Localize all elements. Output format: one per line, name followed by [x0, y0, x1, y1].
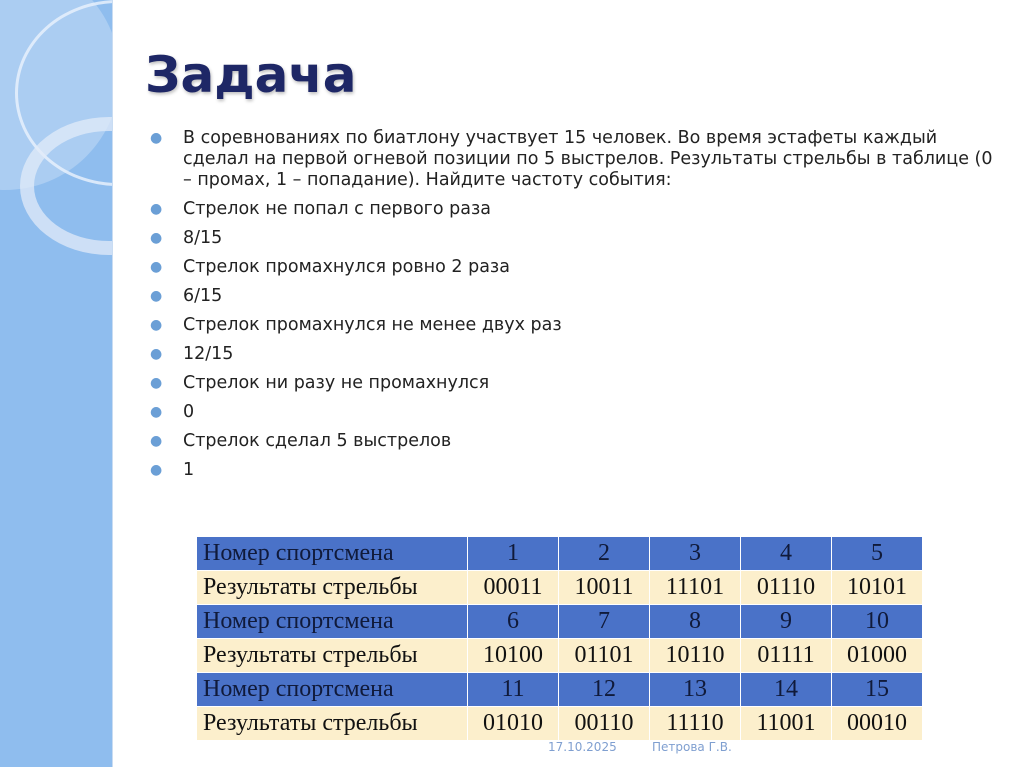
- row-header: Результаты стрельбы: [197, 639, 468, 673]
- bullet-icon: ●: [150, 288, 163, 304]
- footer-date: 17.10.2025: [548, 740, 617, 754]
- bullet-text: Стрелок промахнулся не менее двух раз: [183, 315, 562, 335]
- footer-author: Петрова Г.В.: [652, 740, 732, 754]
- bullet-icon: ●: [150, 201, 163, 217]
- table-cell: 10011: [559, 571, 650, 605]
- bullet-text: 8/15: [183, 228, 223, 248]
- bullet-item: [150, 460, 1000, 481]
- bullet-text: Стрелок ни разу не промахнулся: [183, 373, 490, 393]
- table-cell: 10101: [832, 571, 923, 605]
- table-cell: 12: [559, 673, 650, 707]
- table-cell: 00010: [832, 707, 923, 741]
- bullet-text: 1: [183, 460, 195, 480]
- table-row: [197, 673, 923, 707]
- table-cell: 01111: [741, 639, 832, 673]
- bullet-text: Стрелок промахнулся ровно 2 раза: [183, 257, 510, 277]
- results-table: [196, 536, 923, 741]
- bullet-text: Стрелок сделал 5 выстрелов: [183, 431, 452, 451]
- table-cell: 01110: [741, 571, 832, 605]
- row-header: Результаты стрельбы: [197, 707, 468, 741]
- bullet-icon: ●: [150, 375, 163, 391]
- table-cell: 4: [741, 537, 832, 571]
- bullet-icon: ●: [150, 433, 163, 449]
- table-cell: 11: [468, 673, 559, 707]
- table-cell: 11110: [650, 707, 741, 741]
- bullet-item: [150, 431, 1000, 452]
- row-header: Номер спортсмена: [197, 537, 468, 571]
- table-cell: 8: [650, 605, 741, 639]
- table-row: [197, 707, 923, 741]
- bullet-item: [150, 228, 1000, 249]
- table-row: [197, 571, 923, 605]
- bullet-icon: ●: [150, 317, 163, 333]
- table-cell: 1: [468, 537, 559, 571]
- row-header: Результаты стрельбы: [197, 571, 468, 605]
- row-header: Номер спортсмена: [197, 605, 468, 639]
- bullet-list: [150, 128, 1000, 489]
- bullet-item: [150, 373, 1000, 394]
- table-cell: 10100: [468, 639, 559, 673]
- table-cell: 10: [832, 605, 923, 639]
- bullet-item: [150, 199, 1000, 220]
- table-cell: 01101: [559, 639, 650, 673]
- table-cell: 11001: [741, 707, 832, 741]
- decorative-sidebar: [0, 0, 113, 767]
- table-cell: 11101: [650, 571, 741, 605]
- bullet-icon: ●: [150, 404, 163, 420]
- bullet-item: [150, 257, 1000, 278]
- table-cell: 13: [650, 673, 741, 707]
- bullet-icon: ●: [150, 259, 163, 275]
- bullet-item: [150, 286, 1000, 307]
- table-cell: 7: [559, 605, 650, 639]
- table-cell: 00011: [468, 571, 559, 605]
- table-cell: 6: [468, 605, 559, 639]
- bullet-item: [150, 315, 1000, 336]
- bullet-icon: ●: [150, 346, 163, 362]
- row-header: Номер спортсмена: [197, 673, 468, 707]
- table-cell: 5: [832, 537, 923, 571]
- table-row: [197, 639, 923, 673]
- bullet-item: [150, 402, 1000, 423]
- table-cell: 10110: [650, 639, 741, 673]
- table-cell: 00110: [559, 707, 650, 741]
- table-cell: 9: [741, 605, 832, 639]
- table-row: [197, 537, 923, 571]
- bullet-icon: ●: [150, 130, 163, 146]
- table-cell: 01010: [468, 707, 559, 741]
- bullet-icon: ●: [150, 462, 163, 478]
- bullet-text: Стрелок не попал с первого раза: [183, 199, 491, 219]
- table-row: [197, 605, 923, 639]
- table-cell: 2: [559, 537, 650, 571]
- bullet-text: 12/15: [183, 344, 234, 364]
- bullet-text: 0: [183, 402, 195, 422]
- bullet-text: 6/15: [183, 286, 223, 306]
- bullet-icon: ●: [150, 230, 163, 246]
- table-cell: 01000: [832, 639, 923, 673]
- bullet-item: [150, 128, 1000, 191]
- table-cell: 14: [741, 673, 832, 707]
- table-cell: 3: [650, 537, 741, 571]
- slide-title: Задача: [145, 46, 357, 104]
- bullet-text: В соревнованиях по биатлону участвует 15 человек. Во время эстафеты каждый сделал на первой огневой позиции по 5 выстрелов. Результаты стрельбы в таблице (0 – промах, 1 – попадание). Найдите частоту события:: [183, 128, 993, 190]
- table-cell: 15: [832, 673, 923, 707]
- bullet-item: [150, 344, 1000, 365]
